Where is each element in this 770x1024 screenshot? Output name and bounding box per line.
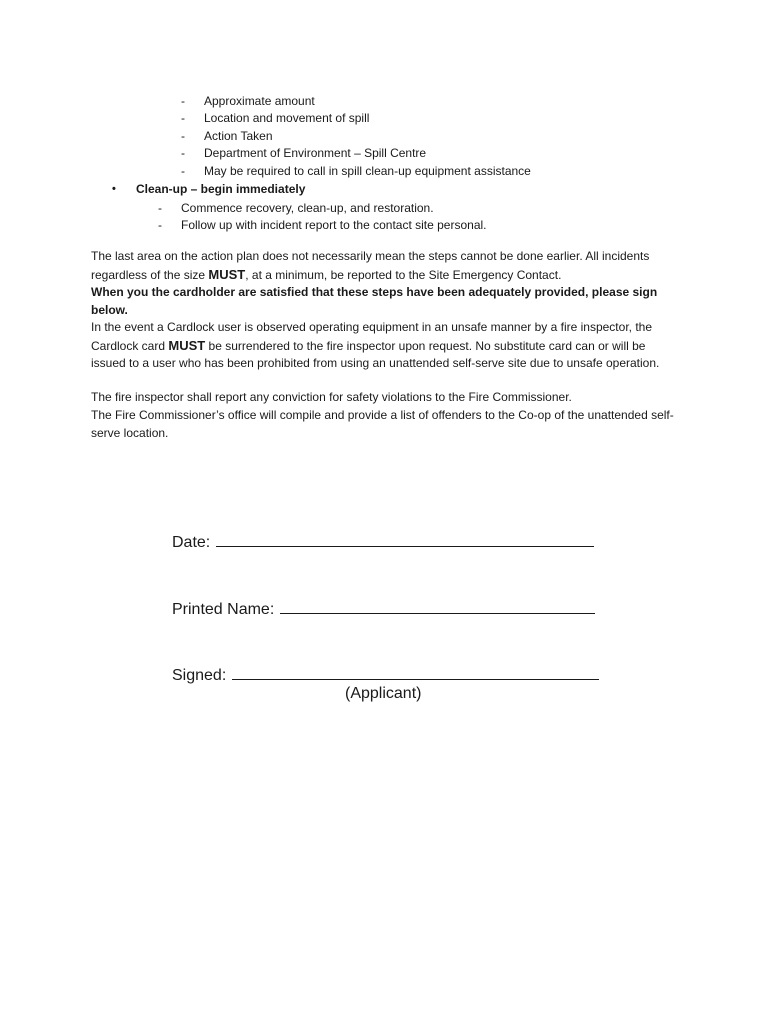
- dash-marker: -: [158, 218, 162, 233]
- paragraph-text: In the event a Cardlock user is observed operating equipment in an unsafe manner by a fire inspector, the Cardlock card: [91, 320, 652, 353]
- dash-marker: -: [181, 163, 185, 178]
- date-field[interactable]: [172, 530, 594, 552]
- must-emphasis: MUST: [168, 337, 206, 353]
- list-item: [158, 217, 487, 234]
- dash-marker: -: [181, 111, 185, 126]
- offenders-paragraph: The Fire Commissioner’s office will compile and provide a list of offenders to the Co-op of the unattended self-serve location.: [91, 408, 674, 440]
- list-item: [181, 163, 531, 180]
- list-item-text: Commence recovery, clean-up, and restoration.: [181, 201, 434, 215]
- list-item-text: Approximate amount: [204, 94, 315, 108]
- signature-field[interactable]: [172, 663, 599, 685]
- printed-name-input-line[interactable]: [280, 597, 595, 614]
- must-emphasis: MUST: [208, 266, 246, 282]
- bullet-icon: •: [112, 183, 116, 195]
- list-item: [158, 200, 487, 217]
- signature-input-line[interactable]: [232, 663, 599, 680]
- fire-inspector-paragraph: [91, 319, 681, 373]
- conviction-paragraph: The fire inspector shall report any conviction for safety violations to the Fire Commissioner.: [91, 390, 572, 404]
- list-item: [181, 145, 531, 162]
- date-input-line[interactable]: [216, 530, 594, 547]
- reporting-paragraph: [91, 248, 681, 284]
- cleanup-heading-text: Clean-up – begin immediately: [136, 182, 306, 196]
- paragraph-text: be surrendered to the fire inspector upon request. No substitute card can or will be issued to a user who has been prohibited from using an unattended self-serve site due to unsafe operation.: [91, 338, 660, 371]
- list-item-text: May be required to call in spill clean-up equipment assistance: [204, 163, 531, 178]
- dash-marker: -: [181, 146, 185, 161]
- dash-marker: -: [158, 201, 162, 215]
- list-item-text: Location and movement of spill: [204, 111, 370, 126]
- list-item-text: Follow up with incident report to the contact site personal.: [181, 218, 487, 233]
- dash-marker: -: [181, 94, 185, 108]
- spill-report-list: [181, 93, 531, 180]
- applicant-caption: (Applicant): [345, 685, 422, 702]
- list-item-text: Department of Environment – Spill Centre: [204, 146, 427, 161]
- printed-name-field[interactable]: [172, 597, 595, 619]
- paragraph-text: , at a minimum, be reported to the Site Emergency Contact.: [245, 267, 562, 282]
- signed-label: Signed:: [172, 667, 227, 684]
- sign-instruction: When you the cardholder are satisfied that these steps have been adequately provided, please sign below.: [91, 285, 658, 317]
- dash-marker: -: [181, 128, 185, 143]
- paragraph-text: The last area on the action plan does not necessarily mean the steps cannot be done earlier. All incidents regardless of the size: [91, 249, 650, 282]
- list-item-text: Action Taken: [204, 128, 273, 143]
- list-item: [181, 93, 531, 110]
- list-item: [181, 110, 531, 127]
- printed-name-label: Printed Name:: [172, 601, 275, 618]
- date-label: Date:: [172, 534, 211, 551]
- cleanup-list: [158, 200, 487, 235]
- list-item: [181, 128, 531, 145]
